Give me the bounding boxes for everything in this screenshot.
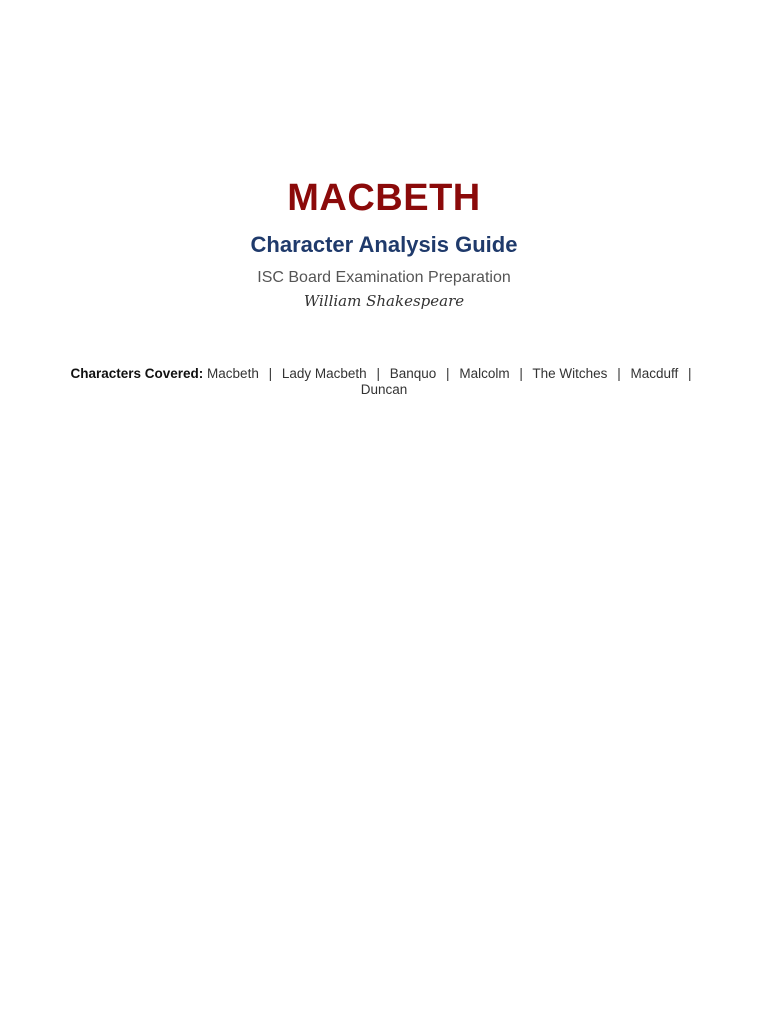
character-name: Banquo: [389, 366, 437, 381]
characters-covered-label: Characters Covered:: [70, 366, 204, 381]
character-separator: |: [446, 366, 450, 381]
character-separator: |: [617, 366, 621, 381]
character-name: Macduff: [630, 366, 679, 381]
author-name: William Shakespeare: [303, 292, 465, 310]
character-name: Lady Macbeth: [281, 366, 367, 381]
character-separator: |: [268, 366, 273, 381]
character-separator: |: [688, 366, 692, 381]
character-name: The Witches: [532, 366, 608, 381]
title-block: [0, 176, 768, 312]
character-name: Malcolm: [459, 366, 510, 381]
character-list: [207, 366, 697, 397]
character-name: Macbeth: [207, 366, 259, 381]
character-name: Duncan: [360, 382, 408, 397]
characters-covered: [60, 366, 708, 398]
character-separator: |: [376, 366, 380, 381]
exam-preparation-line: ISC Board Examination Preparation: [257, 269, 511, 286]
character-separator: |: [519, 366, 523, 381]
document-title: MACBETH: [287, 177, 481, 219]
document-subtitle: Character Analysis Guide: [250, 232, 518, 257]
